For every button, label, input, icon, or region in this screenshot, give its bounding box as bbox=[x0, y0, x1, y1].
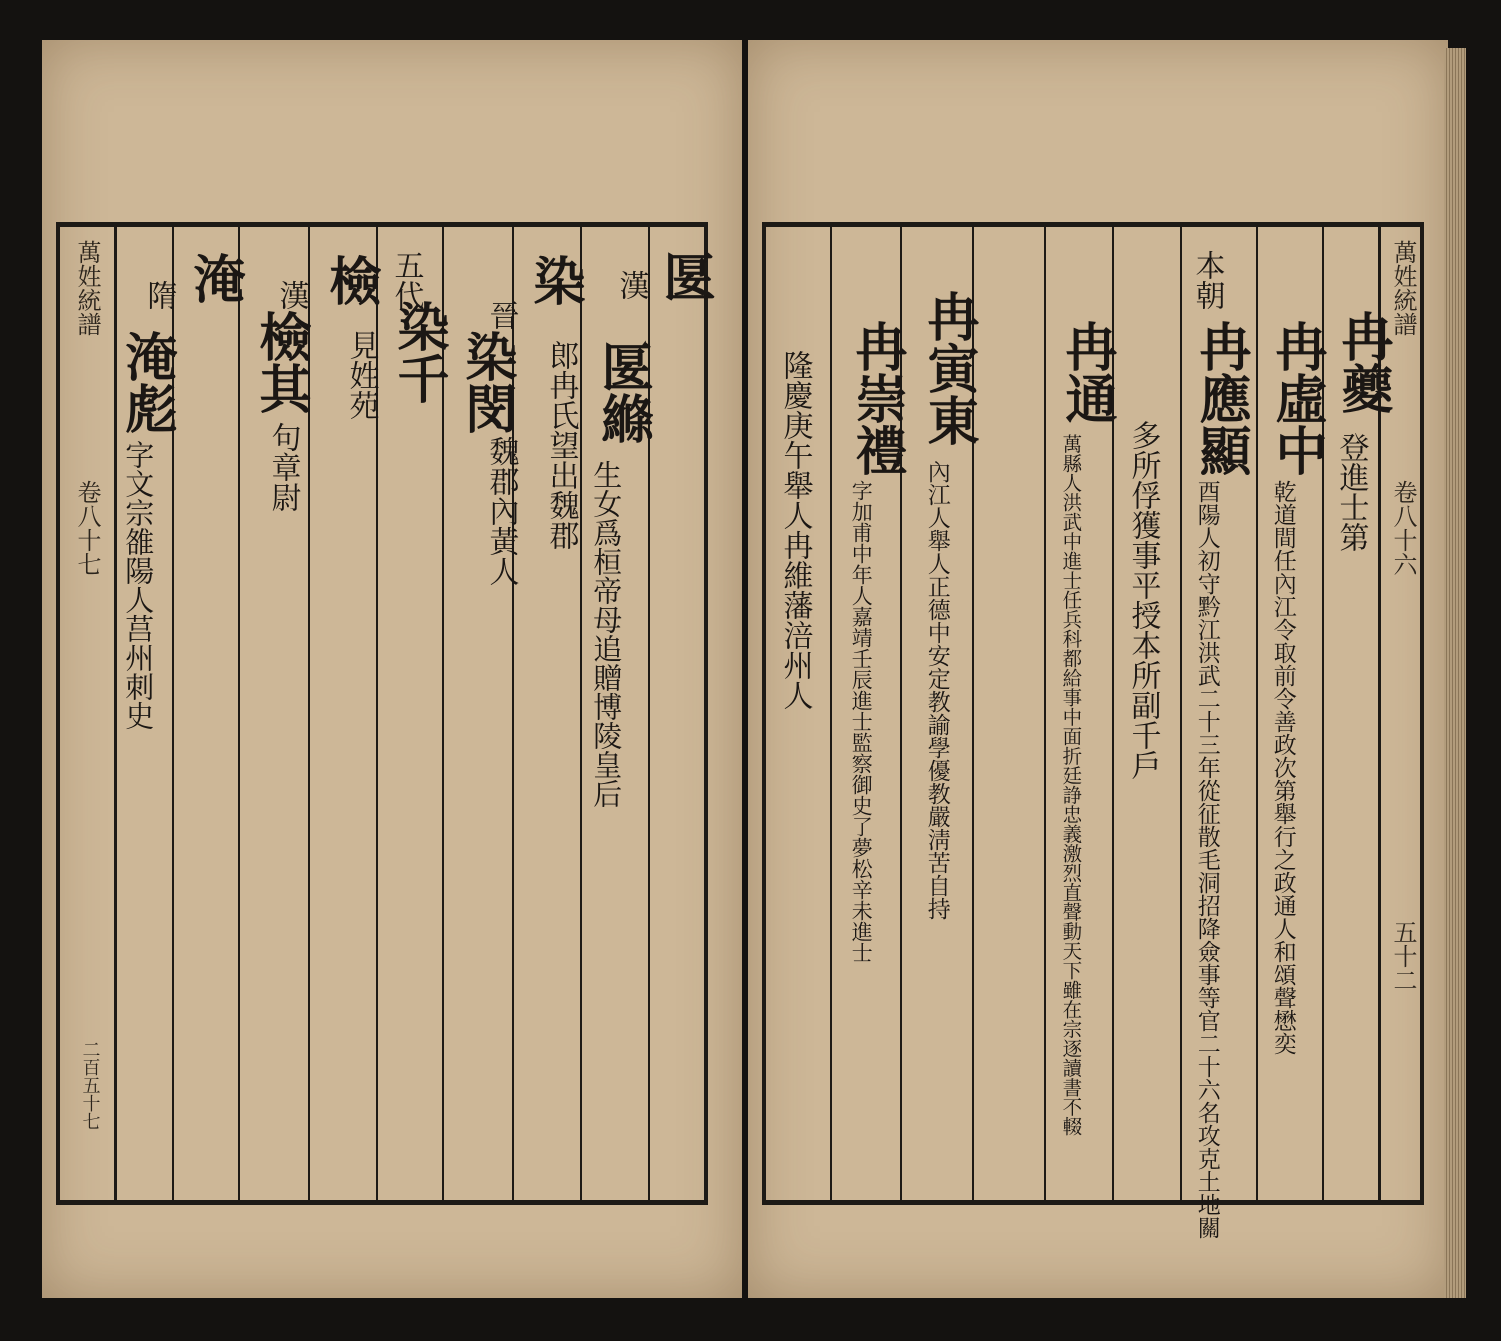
dynasty-label: 五代 bbox=[388, 250, 424, 310]
right-frame-bottom bbox=[762, 1200, 1422, 1205]
entry-head: 淹 bbox=[184, 252, 245, 304]
entry-text: 字文宗雒陽人莒州刺史 bbox=[121, 440, 156, 730]
left-frame-bottom bbox=[56, 1200, 706, 1205]
person-name: 染閔 bbox=[456, 330, 517, 434]
entry-head: 檢 bbox=[320, 254, 381, 306]
dynasty-label: 本朝 bbox=[1189, 250, 1225, 310]
column-rule bbox=[238, 227, 240, 1200]
left-margin-title: 萬姓統譜 bbox=[73, 240, 101, 336]
right-margin-title: 萬姓統譜 bbox=[1389, 240, 1417, 336]
column-rule bbox=[1256, 227, 1258, 1200]
person-name: 冉夔 bbox=[1332, 310, 1393, 414]
entry-text: 乾道間任內江令取前令善政次第舉行之政通人和頌聲懋奕 bbox=[1269, 480, 1296, 1055]
right-page bbox=[748, 40, 1448, 1298]
person-name: 冉通 bbox=[1056, 320, 1117, 424]
person-name: 淹彪 bbox=[116, 330, 177, 434]
entry-text: 魏郡內黃人 bbox=[483, 436, 519, 586]
right-margin-page: 五十二 bbox=[1389, 920, 1417, 992]
page-edges bbox=[1444, 48, 1466, 1298]
entry-head: 染 bbox=[524, 254, 585, 306]
entry-text: 內江人舉人正德中安定教諭學優教嚴淸苦自持 bbox=[923, 460, 950, 920]
entry-text: 字加甫中年人嘉靖壬辰進士監察御史了夢松辛未進士 bbox=[849, 480, 874, 963]
dynasty-label: 漢 bbox=[273, 280, 309, 310]
right-frame-right bbox=[1420, 222, 1424, 1205]
entry-text: 萬縣人洪武中進士任兵科都給事中面折廷諍忠義激烈直聲動天下雖在宗逐讀書不輟 bbox=[1059, 434, 1083, 1136]
dynasty-label: 晉 bbox=[483, 300, 519, 330]
entry-text: 登進士第 bbox=[1333, 432, 1369, 552]
person-name: 冉應顯 bbox=[1190, 320, 1251, 476]
right-margin-volume: 卷八十六 bbox=[1389, 480, 1417, 576]
person-name: 冉虛中 bbox=[1266, 320, 1327, 476]
column-rule bbox=[1180, 227, 1182, 1200]
column-rule bbox=[830, 227, 832, 1200]
entry-text: 酉陽人初守黔江洪武二十三年從征散毛洞招降僉事等官二十六名攻克土地關 bbox=[1193, 480, 1220, 1239]
person-name: 冉崇禮 bbox=[846, 320, 907, 476]
left-frame-right bbox=[704, 222, 708, 1205]
left-frame-top bbox=[56, 222, 706, 227]
left-margin-page: 二百五十七 bbox=[79, 1040, 101, 1130]
person-name: 匽縧 bbox=[592, 340, 653, 444]
left-frame-left bbox=[56, 222, 60, 1205]
entry-head: 匽 bbox=[654, 250, 715, 302]
person-name: 檢其 bbox=[250, 310, 311, 414]
entry-text: 生女爲桓帝母追贈博陵皇后 bbox=[589, 460, 624, 808]
person-name: 染千 bbox=[388, 300, 449, 404]
column-rule bbox=[580, 227, 582, 1200]
entry-text: 隆慶庚午舉人冉維藩涪州人 bbox=[777, 350, 813, 710]
person-name: 冉寅東 bbox=[918, 290, 979, 446]
entry-text: 多所俘獲事平授本所副千戶 bbox=[1125, 420, 1161, 780]
column-rule bbox=[1044, 227, 1046, 1200]
dynasty-label: 隋 bbox=[141, 280, 177, 310]
left-margin-volume: 卷八十七 bbox=[73, 480, 101, 576]
dynasty-label: 漢 bbox=[613, 270, 649, 300]
entry-text: 郎冉氏望出魏郡 bbox=[543, 340, 579, 550]
right-frame-left bbox=[762, 222, 766, 1205]
entry-text: 見姓苑 bbox=[343, 330, 379, 420]
left-page bbox=[42, 40, 742, 1298]
entry-text: 句章尉 bbox=[265, 422, 301, 512]
